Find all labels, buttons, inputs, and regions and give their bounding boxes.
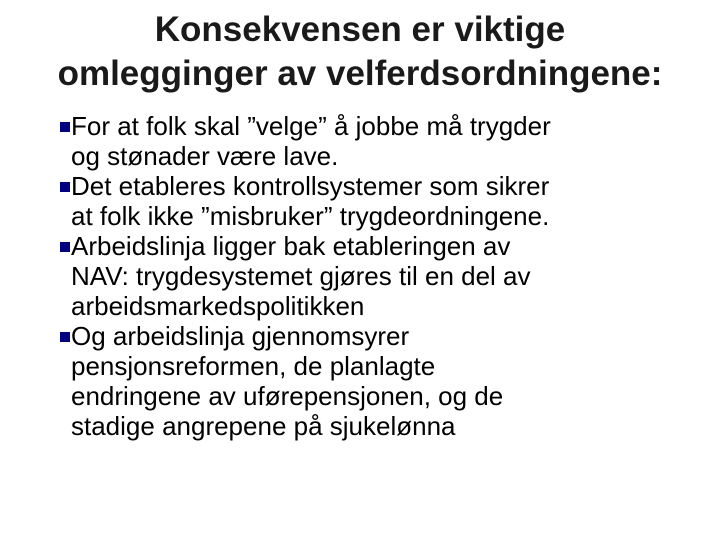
bullet-4-line-4: stadige angrepene på sjukelønna (71, 411, 456, 441)
square-bullet-icon (60, 332, 70, 342)
bullet-1-line-1: For at folk skal ”velge” å jobbe må trygder (71, 111, 551, 141)
bullet-2-line-1: Det etableres kontrollsystemer som sikrer (71, 171, 550, 201)
bullet-item-4 (60, 321, 710, 441)
bullet-item-2 (60, 171, 710, 231)
bullet-item-3 (60, 231, 710, 321)
bullet-4-line-2: pensjonsreformen, de planlagte (71, 351, 436, 381)
square-bullet-icon (60, 122, 70, 132)
bullet-3-line-3: arbeidsmarkedspolitikken (71, 291, 365, 321)
title-line-1: Konsekvensen er viktige (154, 10, 566, 49)
bullet-item-1 (60, 111, 710, 171)
bullet-4-line-3: endringene av uførepensjonen, og de (71, 381, 504, 411)
slide-title (0, 8, 720, 96)
bullet-1-line-2: og stønader være lave. (71, 141, 339, 171)
title-line-2: omlegginger av velferdsordningene: (57, 54, 663, 93)
bullet-4-line-1: Og arbeidslinja gjennomsyrer (71, 321, 410, 351)
bullet-3-line-2: NAV: trygdesystemet gjøres til en del av (71, 261, 531, 291)
bullet-2-line-2: at folk ikke ”misbruker” trygdeordningene. (71, 201, 550, 231)
square-bullet-icon (60, 182, 70, 192)
bullet-3-line-1: Arbeidslinja ligger bak etableringen av (71, 231, 511, 261)
square-bullet-icon (60, 242, 70, 252)
bullet-list (60, 111, 710, 441)
